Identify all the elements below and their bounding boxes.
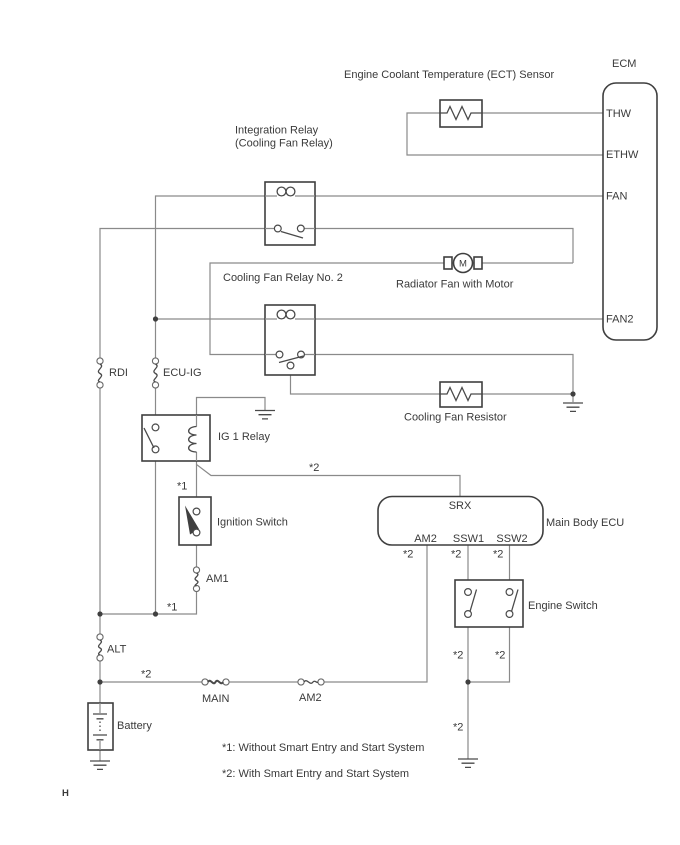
switch-contact-icon <box>152 424 159 431</box>
cooling-fan-resistor-block <box>440 382 482 407</box>
mbe-pin-srx: SRX <box>448 500 472 512</box>
label-ect-sensor: Engine Coolant Temperature (ECT) Sensor <box>344 69 555 81</box>
ground-icon <box>563 403 583 411</box>
ground-icon <box>458 759 478 767</box>
label-fuse-alt: ALT <box>107 643 127 656</box>
ignition-switch-block <box>179 497 211 545</box>
fusible-link-main-icon <box>202 679 229 685</box>
ect-sensor-block <box>440 100 482 127</box>
ground-icon <box>255 411 275 419</box>
ecm-box <box>603 83 657 340</box>
ecm-pin-fan2: FAN2 <box>606 313 634 326</box>
ig1-relay-box <box>142 415 210 461</box>
label-ig1-relay: IG 1 Relay <box>218 431 270 443</box>
ecm-pin-thw: THW <box>606 108 632 120</box>
ecm-block <box>603 83 657 340</box>
battery-block <box>88 703 113 750</box>
switch-contact-icon <box>506 611 513 618</box>
label-fuse-am1: AM1 <box>206 573 229 585</box>
annotation-star2: *2 <box>403 548 414 561</box>
label-integration-relay-line2: (Cooling Fan Relay) <box>235 137 333 150</box>
switch-contact-icon <box>193 529 200 536</box>
motor-letter: M <box>459 258 467 270</box>
label-fuse-ecu-ig: ECU-IG <box>163 367 202 379</box>
fuse-rdi-icon <box>97 358 103 388</box>
mbe-pin-ssw2: SSW2 <box>496 533 528 545</box>
label-cooling-fan-resistor: Cooling Fan Resistor <box>404 411 507 424</box>
annotation-star2: *2 <box>453 649 464 662</box>
motor-bracket-icon <box>444 257 452 269</box>
annotation-star1: *1 <box>177 480 188 493</box>
note-with-smart-entry: *2: With Smart Entry and Start System <box>222 768 410 780</box>
label-main-body-ecu: Main Body ECU <box>546 517 625 529</box>
fuse-am2-icon <box>298 679 324 685</box>
switch-contact-icon <box>297 225 304 232</box>
integration-relay-box <box>265 182 315 245</box>
note-without-smart-entry: *1: Without Smart Entry and Start System <box>222 742 425 754</box>
engine-switch-box <box>455 580 523 627</box>
annotation-star2: *2 <box>495 649 506 662</box>
ignition-switch-box <box>179 497 211 545</box>
integration-relay-block <box>265 182 315 245</box>
label-battery: Battery <box>117 720 152 732</box>
fuse-ecu-ig-icon <box>152 358 158 388</box>
label-radiator-fan: Radiator Fan with Motor <box>396 278 514 291</box>
switch-contact-icon <box>465 611 472 618</box>
annotation-star2: *2 <box>493 548 504 561</box>
annotation-star1: *1 <box>167 601 178 614</box>
label-engine-switch: Engine Switch <box>528 600 598 612</box>
annotation-star2: *2 <box>451 548 462 561</box>
switch-contact-icon <box>274 225 281 232</box>
label-ecm: ECM <box>612 58 637 70</box>
ground-icon <box>90 761 110 769</box>
ecm-pin-fan: FAN <box>606 190 628 203</box>
fuse-alt-icon <box>97 634 103 661</box>
ecm-pin-ethw: ETHW <box>606 149 639 161</box>
mbe-pin-am2: AM2 <box>414 533 437 545</box>
label-integration-relay-line1: Integration Relay <box>235 124 319 137</box>
engine-switch-block <box>455 580 523 627</box>
cooling-fan-relay2-block <box>265 305 315 375</box>
fuse-am1-icon <box>193 567 199 592</box>
ig1-relay-block <box>142 415 210 461</box>
label-fuse-main: MAIN <box>202 693 230 705</box>
switch-contact-icon <box>465 589 472 596</box>
switch-common-contact-icon <box>287 362 294 369</box>
label-fuse-am2: AM2 <box>299 692 322 704</box>
page-mark: H <box>62 788 69 799</box>
motor-bracket-icon <box>474 257 482 269</box>
mbe-pin-ssw1: SSW1 <box>452 533 485 545</box>
label-fuse-rdi: RDI <box>109 367 128 379</box>
annotation-star2: *2 <box>309 462 320 474</box>
switch-contact-icon <box>506 589 513 596</box>
switch-contact-icon <box>193 508 200 515</box>
label-ignition-switch: Ignition Switch <box>217 516 288 529</box>
label-cooling-fan-relay2: Cooling Fan Relay No. 2 <box>223 272 343 284</box>
annotation-star2: *2 <box>453 721 464 734</box>
switch-contact-icon <box>276 351 283 358</box>
annotation-star2: *2 <box>141 668 152 681</box>
